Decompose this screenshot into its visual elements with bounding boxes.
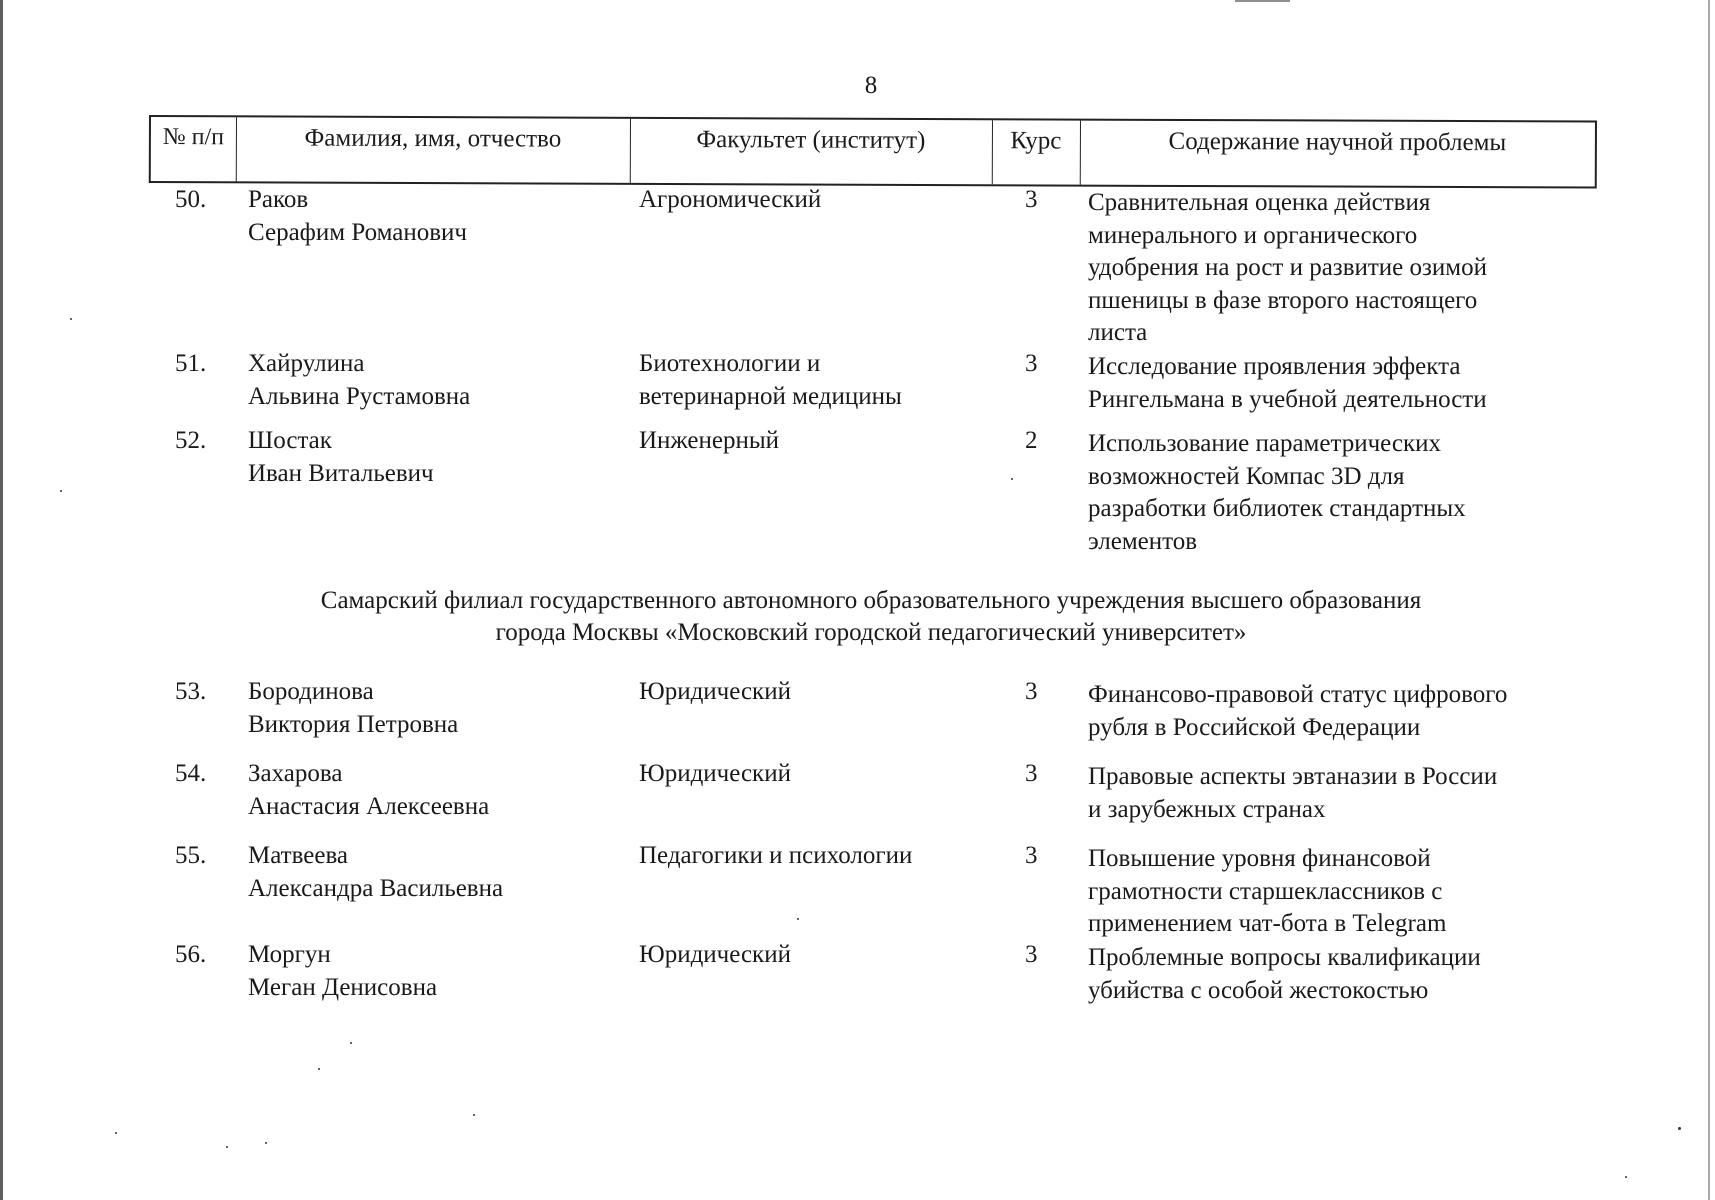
row-56-faculty [639,939,791,972]
scan-edge-top [1235,0,1290,2]
row-51-topic-line: Рингельмана в учебной деятельности [1088,385,1487,413]
row-51-given-names: Альвина Рустамовна [248,382,471,410]
row-53-faculty-line: Юридический [639,678,791,705]
scan-speck [1625,1176,1627,1178]
row-50-topic-line: минерального и органического [1088,221,1418,249]
row-56-topic-line: Проблемные вопросы квалификации [1088,944,1481,971]
row-53-course: 3 [1025,678,1038,705]
row-53-name [248,676,458,741]
row-55-faculty [639,840,912,873]
row-51-topic [1088,351,1487,416]
row-52-given-names: Иван Витальевич [248,459,434,487]
row-53-num: 53. [175,678,207,705]
row-52-topic-line: Использование параметрических [1088,430,1441,457]
row-50-topic-line: удобрения на рост и развитие озимой [1088,254,1487,281]
row-53-given-names: Виктория Петровна [248,710,459,738]
row-51-faculty-line: ветеринарной медицины [639,382,902,410]
row-50-name [248,184,467,249]
row-54-topic-line: и зарубежных странах [1088,795,1326,823]
row-53-topic-line: рубля в Российской Федерации [1088,713,1421,741]
row-55-faculty-line: Педагогики и психологии [639,842,913,869]
row-54-course: 3 [1025,760,1038,787]
row-51-faculty [639,348,902,413]
row-52-topic-line: возможностей Компас 3D для [1088,462,1405,490]
row-54-surname: Захарова [248,760,343,787]
row-52-course: 2 [1025,427,1038,454]
row-52-topic-line: разработки библиотек стандартных [1088,495,1466,522]
row-53-topic-line: Финансово-правовой статус цифрового [1088,681,1508,708]
row-55-topic [1088,843,1446,941]
section-title-line: города Москвы «Московский городской педагогический университет» [495,619,1247,646]
header-topic: Содержание научной проблемы [1168,127,1507,157]
row-51-surname: Хайрулина [248,350,365,377]
row-55-topic-line: применением чат-бота в Telegram [1088,910,1447,937]
row-50-given-names: Серафим Романович [248,218,468,246]
row-51-course: 3 [1025,350,1038,377]
row-51-faculty-line: Биотехнологии и [639,350,821,377]
row-56-course: 3 [1025,941,1038,968]
row-56-name [248,939,437,1004]
row-52-faculty [639,425,779,458]
row-54-name [248,758,489,823]
row-52-topic-line: элементов [1088,527,1198,555]
row-51-topic-line: Исследование проявления эффекта [1088,353,1461,380]
section-title [0,585,1715,649]
row-52-num: 52. [175,427,207,454]
section-title-line: Самарский филиал государственного автономного образовательного учреждения высшего образования [320,587,1422,614]
row-50-faculty [639,184,821,217]
header-faculty: Факультет (институт) [696,126,926,154]
row-51-num: 51. [175,350,207,377]
row-56-topic-line: убийства с особой жестокостью [1088,976,1429,1004]
scan-speck [1011,478,1013,480]
row-55-topic-line: грамотности старшеклассников с [1088,877,1443,905]
row-50-topic-line: листа [1088,319,1148,346]
header-num: № п/п [162,124,225,151]
table-header [149,115,1597,189]
row-52-name [248,425,434,490]
row-56-num: 56. [175,941,207,968]
scan-speck [226,1146,228,1148]
row-51-name [248,348,470,413]
row-52-faculty-line: Инженерный [639,427,780,454]
row-54-given-names: Анастасия Алексеевна [248,792,490,820]
scan-speck [473,1114,475,1116]
header-course: Курс [1010,127,1062,155]
row-50-topic [1088,187,1487,350]
row-50-topic-line: Сравнительная оценка действия [1088,189,1431,216]
row-56-topic [1088,942,1481,1007]
row-55-surname: Матвеева [248,842,349,869]
row-50-surname: Раков [248,186,309,213]
row-54-num: 54. [175,760,207,787]
row-54-faculty-line: Юридический [639,760,791,787]
row-54-faculty [639,758,791,791]
scan-speck [115,1132,117,1134]
scan-speck [265,1142,267,1144]
scan-speck [797,918,799,920]
row-56-surname: Моргун [248,941,331,968]
scan-speck [70,318,72,320]
row-53-faculty [639,676,791,709]
row-56-faculty-line: Юридический [639,941,791,968]
row-53-surname: Бородинова [248,678,374,705]
header-name: Фамилия, имя, отчество [304,124,562,153]
scan-speck [1678,1127,1681,1130]
row-54-topic-line: Правовые аспекты эвтаназии в России [1088,763,1498,790]
row-54-topic [1088,761,1497,826]
row-50-topic-line: пшеницы в фазе второго настоящего [1088,286,1478,314]
row-55-given-names: Александра Васильевна [248,874,504,902]
scan-speck [350,1042,352,1044]
scan-speck [318,1068,320,1070]
row-53-topic [1088,679,1507,744]
row-50-num: 50. [175,186,207,213]
row-55-topic-line: Повышение уровня финансовой [1088,845,1431,872]
row-50-course: 3 [1025,186,1038,213]
row-55-course: 3 [1025,842,1038,869]
row-56-given-names: Меган Денисовна [248,973,438,1001]
row-55-num: 55. [175,842,207,869]
page-number: 8 [864,72,878,99]
row-52-surname: Шостак [248,427,332,454]
row-52-topic [1088,428,1466,558]
row-55-name [248,840,503,905]
scan-speck [60,490,62,492]
row-50-faculty-line: Агрономический [639,186,822,213]
